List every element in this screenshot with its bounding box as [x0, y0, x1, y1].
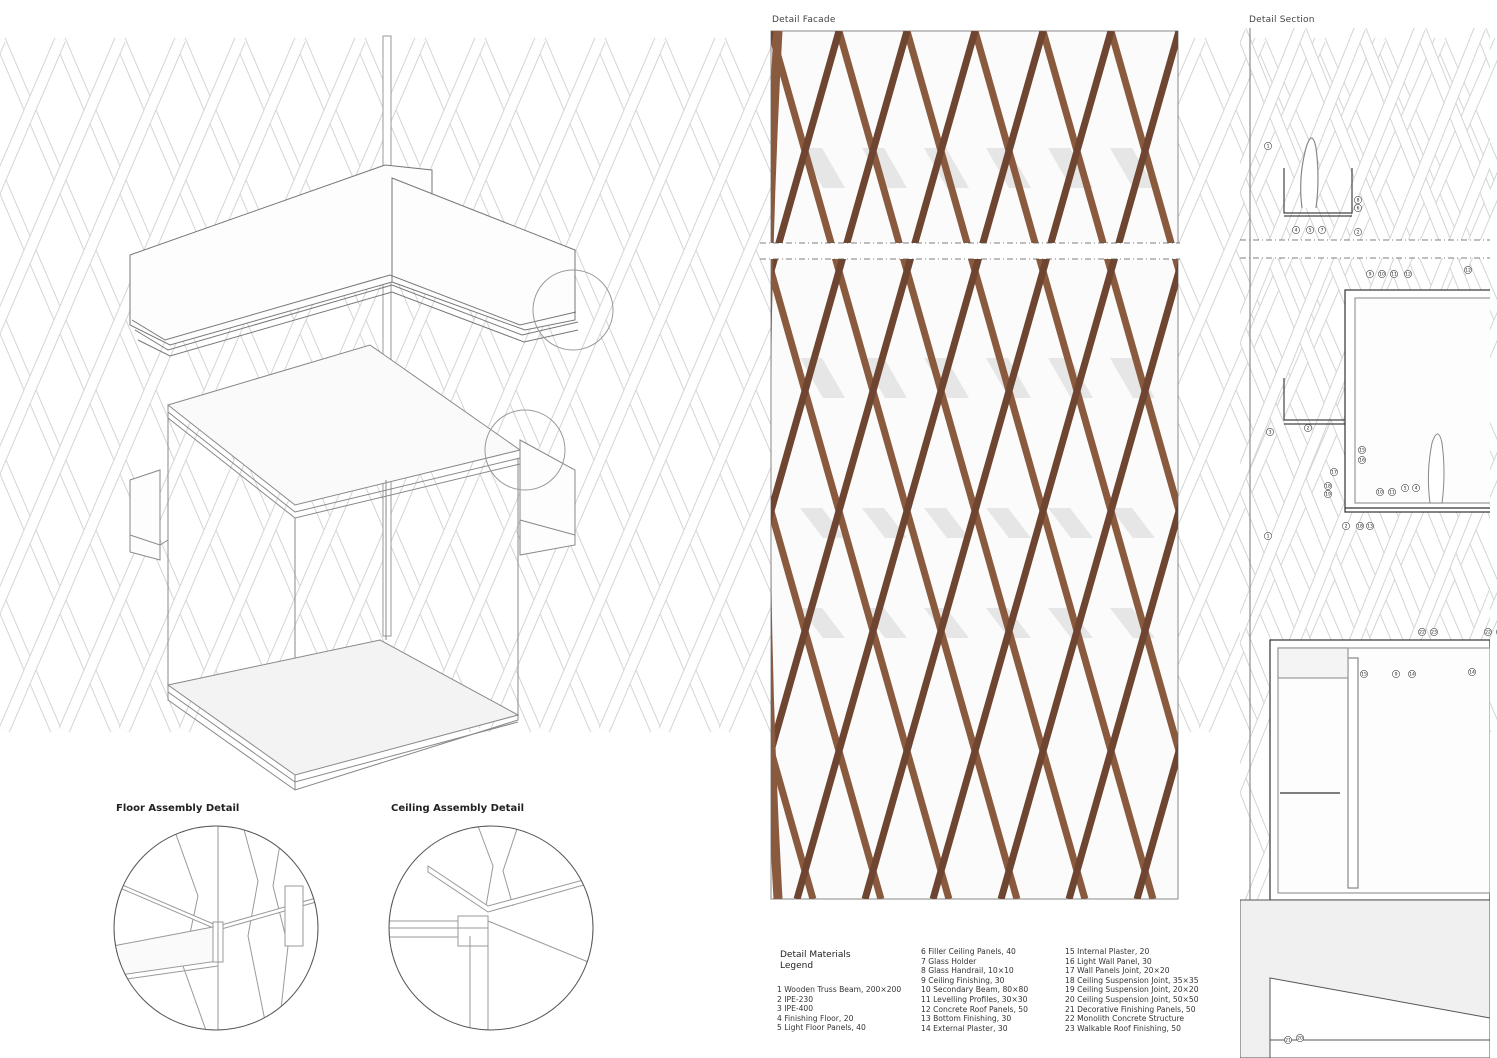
section-tag-label: 5 [1403, 486, 1407, 492]
section-tag-label: 1 [1266, 534, 1270, 540]
legend-item: 5 Light Floor Panels, 40 [777, 1023, 866, 1033]
legend-heading-line2: Legend [780, 961, 814, 971]
section-foundation [1240, 900, 1490, 1058]
facade-break-gap [760, 243, 1180, 259]
section-tag-label: 4 [1414, 486, 1418, 492]
legend-item: 7 Glass Holder [921, 956, 977, 966]
section-tag-label: 15 [1359, 448, 1365, 454]
section-tag-label: 17 [1331, 470, 1337, 476]
section-tag-label: 14 [1469, 670, 1475, 676]
legend-item: 20 Ceiling Suspension Joint, 50×50 [1065, 994, 1199, 1004]
section-tag-label: 10 [1377, 490, 1383, 496]
section-tag-label: 13 [1367, 524, 1373, 530]
legend-item: 3 IPE-400 [777, 1004, 814, 1014]
legend-item: 21 Decorative Finishing Panels, 50 [1065, 1004, 1196, 1014]
legend-item: 1 Wooden Truss Beam, 200×200 [777, 985, 902, 994]
detail-facade-drawing [760, 28, 1180, 908]
legend-item: 4 Finishing Floor, 20 [777, 1013, 854, 1023]
section-tag-label: 21 [1285, 1038, 1291, 1044]
section-tag-label: 9 [1368, 272, 1372, 278]
axonometric-assembly-drawing [0, 0, 640, 800]
legend-item: 8 Glass Handrail, 10×10 [921, 966, 1014, 976]
legend-item: 23 Walkable Roof Finishing, 50 [1065, 1023, 1181, 1033]
section-tag-label: 3 [1268, 430, 1272, 436]
section-tag-label: 18 [1325, 484, 1331, 490]
legend-heading-line1: Detail Materials [780, 950, 851, 960]
floor-assembly-detail-drawing [113, 826, 323, 1036]
legend-heading [780, 950, 851, 972]
section-tag-label: 2 [1356, 230, 1360, 236]
section-tag-label: 5 [1308, 228, 1312, 234]
section-tag-label: 22 [1419, 630, 1425, 636]
legend-item: 12 Concrete Roof Panels, 50 [921, 1004, 1028, 1014]
section-tag-label: 23 [1431, 630, 1437, 636]
section-tag-label: 2 [1344, 524, 1348, 530]
section-lower-room [1270, 640, 1490, 900]
detail-section-drawing [1240, 28, 1490, 1058]
section-tag-label: 14 [1409, 672, 1415, 678]
section-tag-label: 4 [1294, 228, 1298, 234]
legend-item: 14 External Plaster, 30 [921, 1023, 1008, 1033]
section-tag-label: 19 [1325, 492, 1331, 498]
legend-item: 10 Secondary Beam, 80×80 [921, 985, 1029, 995]
section-tag-label: 2 [1306, 426, 1310, 432]
axo-column [383, 36, 391, 636]
ceiling-assembly-title: Ceiling Assembly Detail [391, 803, 525, 814]
section-tag-label: 11 [1391, 272, 1397, 278]
legend-item: 17 Wall Panels Joint, 20×20 [1065, 966, 1170, 976]
detail-section-title: Detail Section [1249, 15, 1315, 25]
section-tag-label: 7 [1320, 228, 1324, 234]
floor-assembly-title: Floor Assembly Detail [116, 803, 240, 814]
section-tag-label: 8 [1356, 198, 1360, 204]
legend-item: 15 Internal Plaster, 20 [1065, 947, 1150, 956]
section-tag-label: 9 [1394, 672, 1398, 678]
section-tag-label: 12 [1405, 272, 1411, 278]
legend-item: 11 Levelling Profiles, 30×30 [921, 994, 1028, 1004]
section-tag-label: 18 [1357, 524, 1363, 530]
section-tag-label: 15 [1361, 672, 1367, 678]
legend-item: 22 Monolith Concrete Structure [1065, 1014, 1185, 1024]
legend-item: 13 Bottom Finishing, 30 [921, 1014, 1012, 1024]
legend-column-3 [1065, 947, 1199, 1033]
legend-column-2 [921, 947, 1028, 1033]
legend-item: 16 Light Wall Panel, 30 [1065, 956, 1152, 966]
section-tag-label: 12 [1465, 268, 1471, 274]
section-tag-label: 22 [1485, 630, 1491, 636]
section-tag-label: 10 [1379, 272, 1385, 278]
ceiling-assembly-detail-drawing [388, 826, 598, 1036]
section-room-box [1345, 290, 1495, 512]
legend-item: 19 Ceiling Suspension Joint, 20×20 [1065, 985, 1199, 995]
section-tag-label: 6 [1356, 206, 1360, 212]
legend-column-1 [777, 985, 901, 1033]
legend-item: 6 Filler Ceiling Panels, 40 [921, 947, 1016, 956]
detail-facade-title: Detail Facade [772, 15, 836, 25]
legend-item: 18 Ceiling Suspension Joint, 35×35 [1065, 975, 1199, 985]
section-tag-label: 20 [1297, 1036, 1303, 1042]
legend-item: 2 IPE-230 [777, 994, 814, 1004]
section-tag-label: 11 [1389, 490, 1395, 496]
legend-item: 9 Ceiling Finishing, 30 [921, 975, 1005, 985]
section-tag-label: 1 [1266, 144, 1270, 150]
section-tag-label: 16 [1359, 458, 1365, 464]
